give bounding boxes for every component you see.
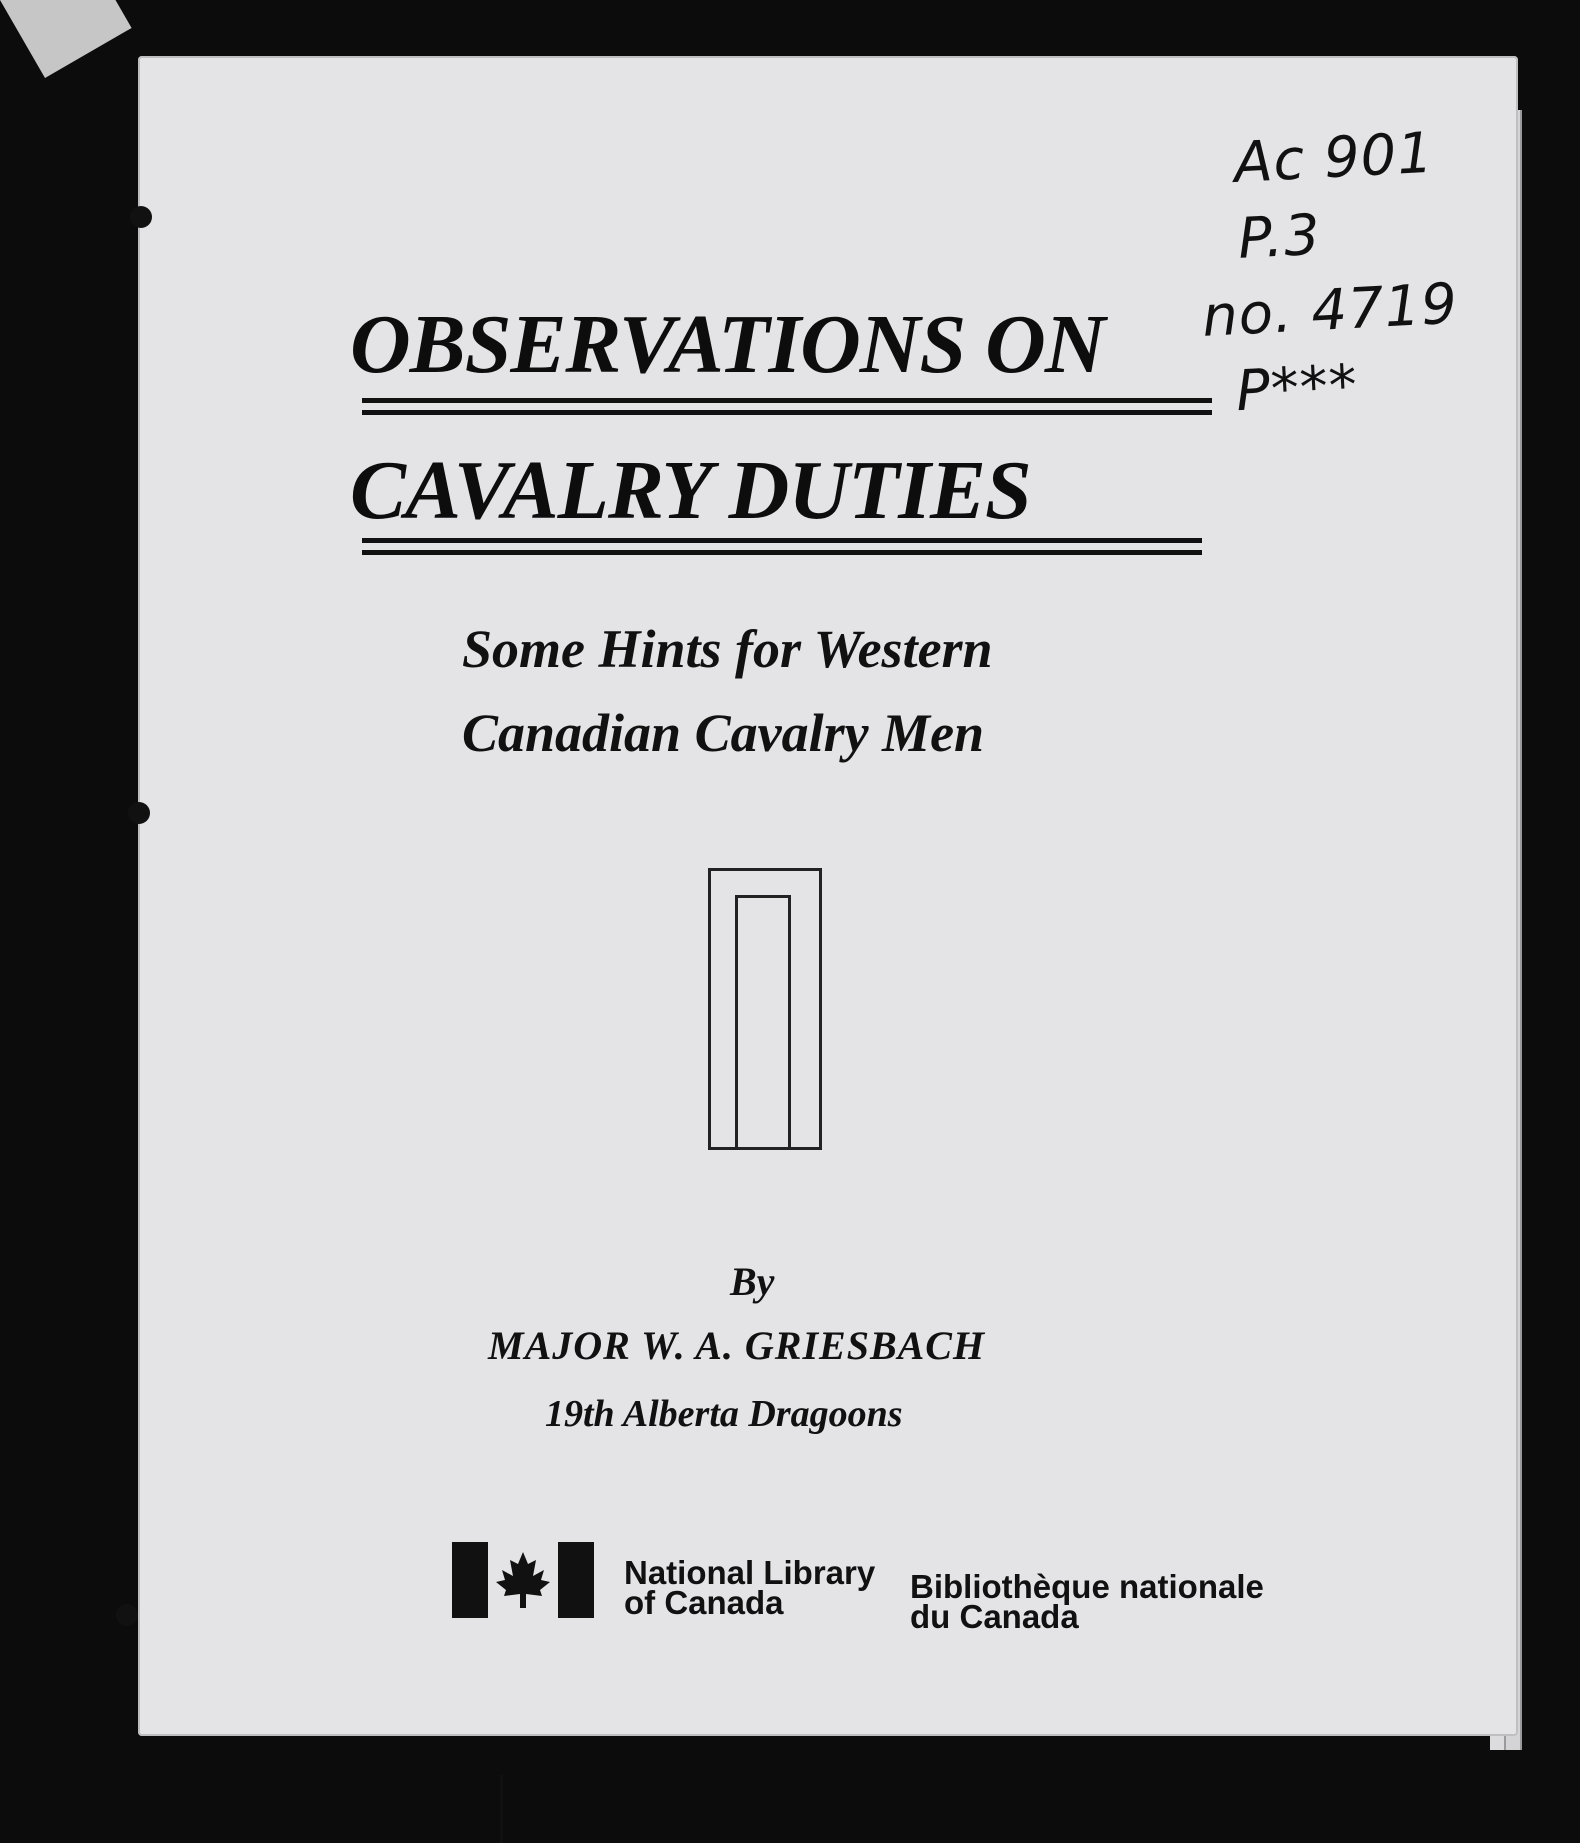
library-name-line: du Canada bbox=[910, 1598, 1079, 1635]
call-number-line: P.3 bbox=[1236, 202, 1323, 272]
title-line-2: CAVALRY DUTIES bbox=[350, 444, 1031, 537]
title-rule bbox=[362, 550, 1202, 555]
title-rule bbox=[362, 410, 1212, 415]
handwritten-call-number bbox=[1200, 110, 1547, 429]
emblem-inner-frame bbox=[735, 895, 791, 1149]
binding-hole bbox=[116, 1604, 138, 1626]
call-number-line: P*** bbox=[1234, 352, 1360, 425]
scan-artifact-line bbox=[500, 1775, 503, 1843]
title-rule bbox=[362, 398, 1212, 403]
library-name-line: of Canada bbox=[624, 1584, 784, 1621]
canada-flag-logo-icon bbox=[452, 1542, 594, 1618]
emblem-frame bbox=[708, 868, 822, 1150]
library-name-english bbox=[624, 1554, 876, 1621]
library-name-french bbox=[910, 1568, 1264, 1635]
library-name-line: National Library bbox=[624, 1554, 876, 1591]
title-rule bbox=[362, 538, 1202, 543]
subtitle-line-2: Canadian Cavalry Men bbox=[462, 703, 985, 763]
binding-hole bbox=[130, 206, 152, 228]
library-name-line: Bibliothèque nationale bbox=[910, 1568, 1264, 1605]
call-number-line: Ac 901 bbox=[1232, 120, 1436, 196]
author-unit: 19th Alberta Dragoons bbox=[545, 1393, 903, 1435]
call-number-line: no. 4719 bbox=[1200, 271, 1460, 350]
title-line-1: OBSERVATIONS ON bbox=[350, 298, 1105, 391]
author-name: MAJOR W. A. GRIESBACH bbox=[488, 1323, 986, 1368]
torn-corner bbox=[0, 0, 132, 78]
subtitle-line-1: Some Hints for Western bbox=[462, 619, 993, 679]
binding-hole bbox=[128, 802, 150, 824]
byline-by: By bbox=[730, 1259, 775, 1304]
